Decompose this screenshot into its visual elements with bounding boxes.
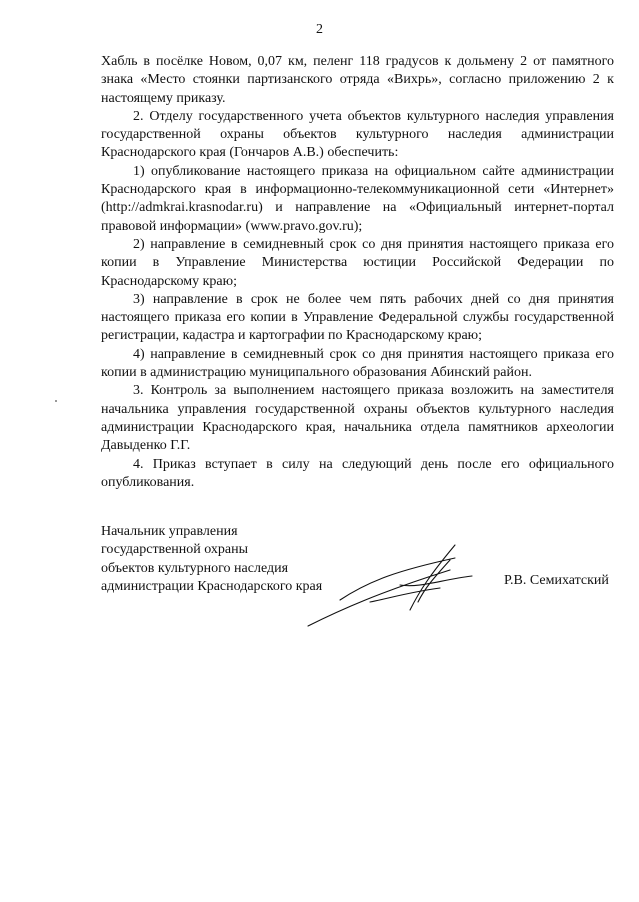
signatory-title-line: объектов культурного наследия xyxy=(101,560,289,576)
scan-speck xyxy=(55,400,57,402)
paragraph-subitem-3: 3) направление в срок не более чем пять рабочих дней со дня принятия настоящего приказа его копии в Управление Федеральной службы государственной регистрации, кадастра и картографии по Краснодарскому краю; xyxy=(101,291,614,344)
paragraph-subitem-4: 4) направление в семидневный срок со дня принятия настоящего приказа его копии в администрацию муниципального образования Абинский район. xyxy=(101,346,614,381)
page-number: 2 xyxy=(316,22,323,37)
signatory-title-line: государственной охраны xyxy=(101,542,249,558)
paragraph-subitem-1: 1) опубликование настоящего приказа на официальном сайте администрации Краснодарского края в информационно-телекоммуникационной сети «Интернет» (http://admkrai.krasnodar.ru) и направление на «Официальный интернет-портал правовой информации» (www.pravo.gov.ru); xyxy=(101,163,614,234)
document-body xyxy=(101,53,614,492)
paragraph-item-4: 4. Приказ вступает в силу на следующий день после его официального опубликования. xyxy=(101,456,614,490)
paragraph-item-2: 2. Отделу государственного учета объектов культурного наследия управления государственной охраны объектов культурного наследия администрации Краснодарского края (Гончаров А.В.) обеспечить: xyxy=(101,108,614,161)
signatory-title-line: администрации Краснодарского края xyxy=(101,578,323,594)
paragraph-subitem-2: 2) направление в семидневный срок со дня принятия настоящего приказа его копии в Управление Министерства юстиции Российской Федерации по Краснодарскому краю; xyxy=(101,236,614,289)
signatory-title-line: Начальник управления xyxy=(101,524,238,539)
paragraph-item-3: 3. Контроль за выполнением настоящего приказа возложить на заместителя начальника управления государственной охраны объектов культурного наследия администрации Краснодарского края, начальника отдела памятников археологии Давыденко Г.Г. xyxy=(101,383,614,454)
paragraph-continuation: Хабль в посёлке Новом, 0,07 км, пеленг 118 градусов к дольмену 2 от памятного знака «Место стоянки партизанского отряда «Вихрь», согласно приложению 2 к настоящему приказу. xyxy=(101,54,614,106)
handwritten-signature xyxy=(300,540,480,640)
signatory-name: Р.В. Семихатский xyxy=(504,573,609,588)
